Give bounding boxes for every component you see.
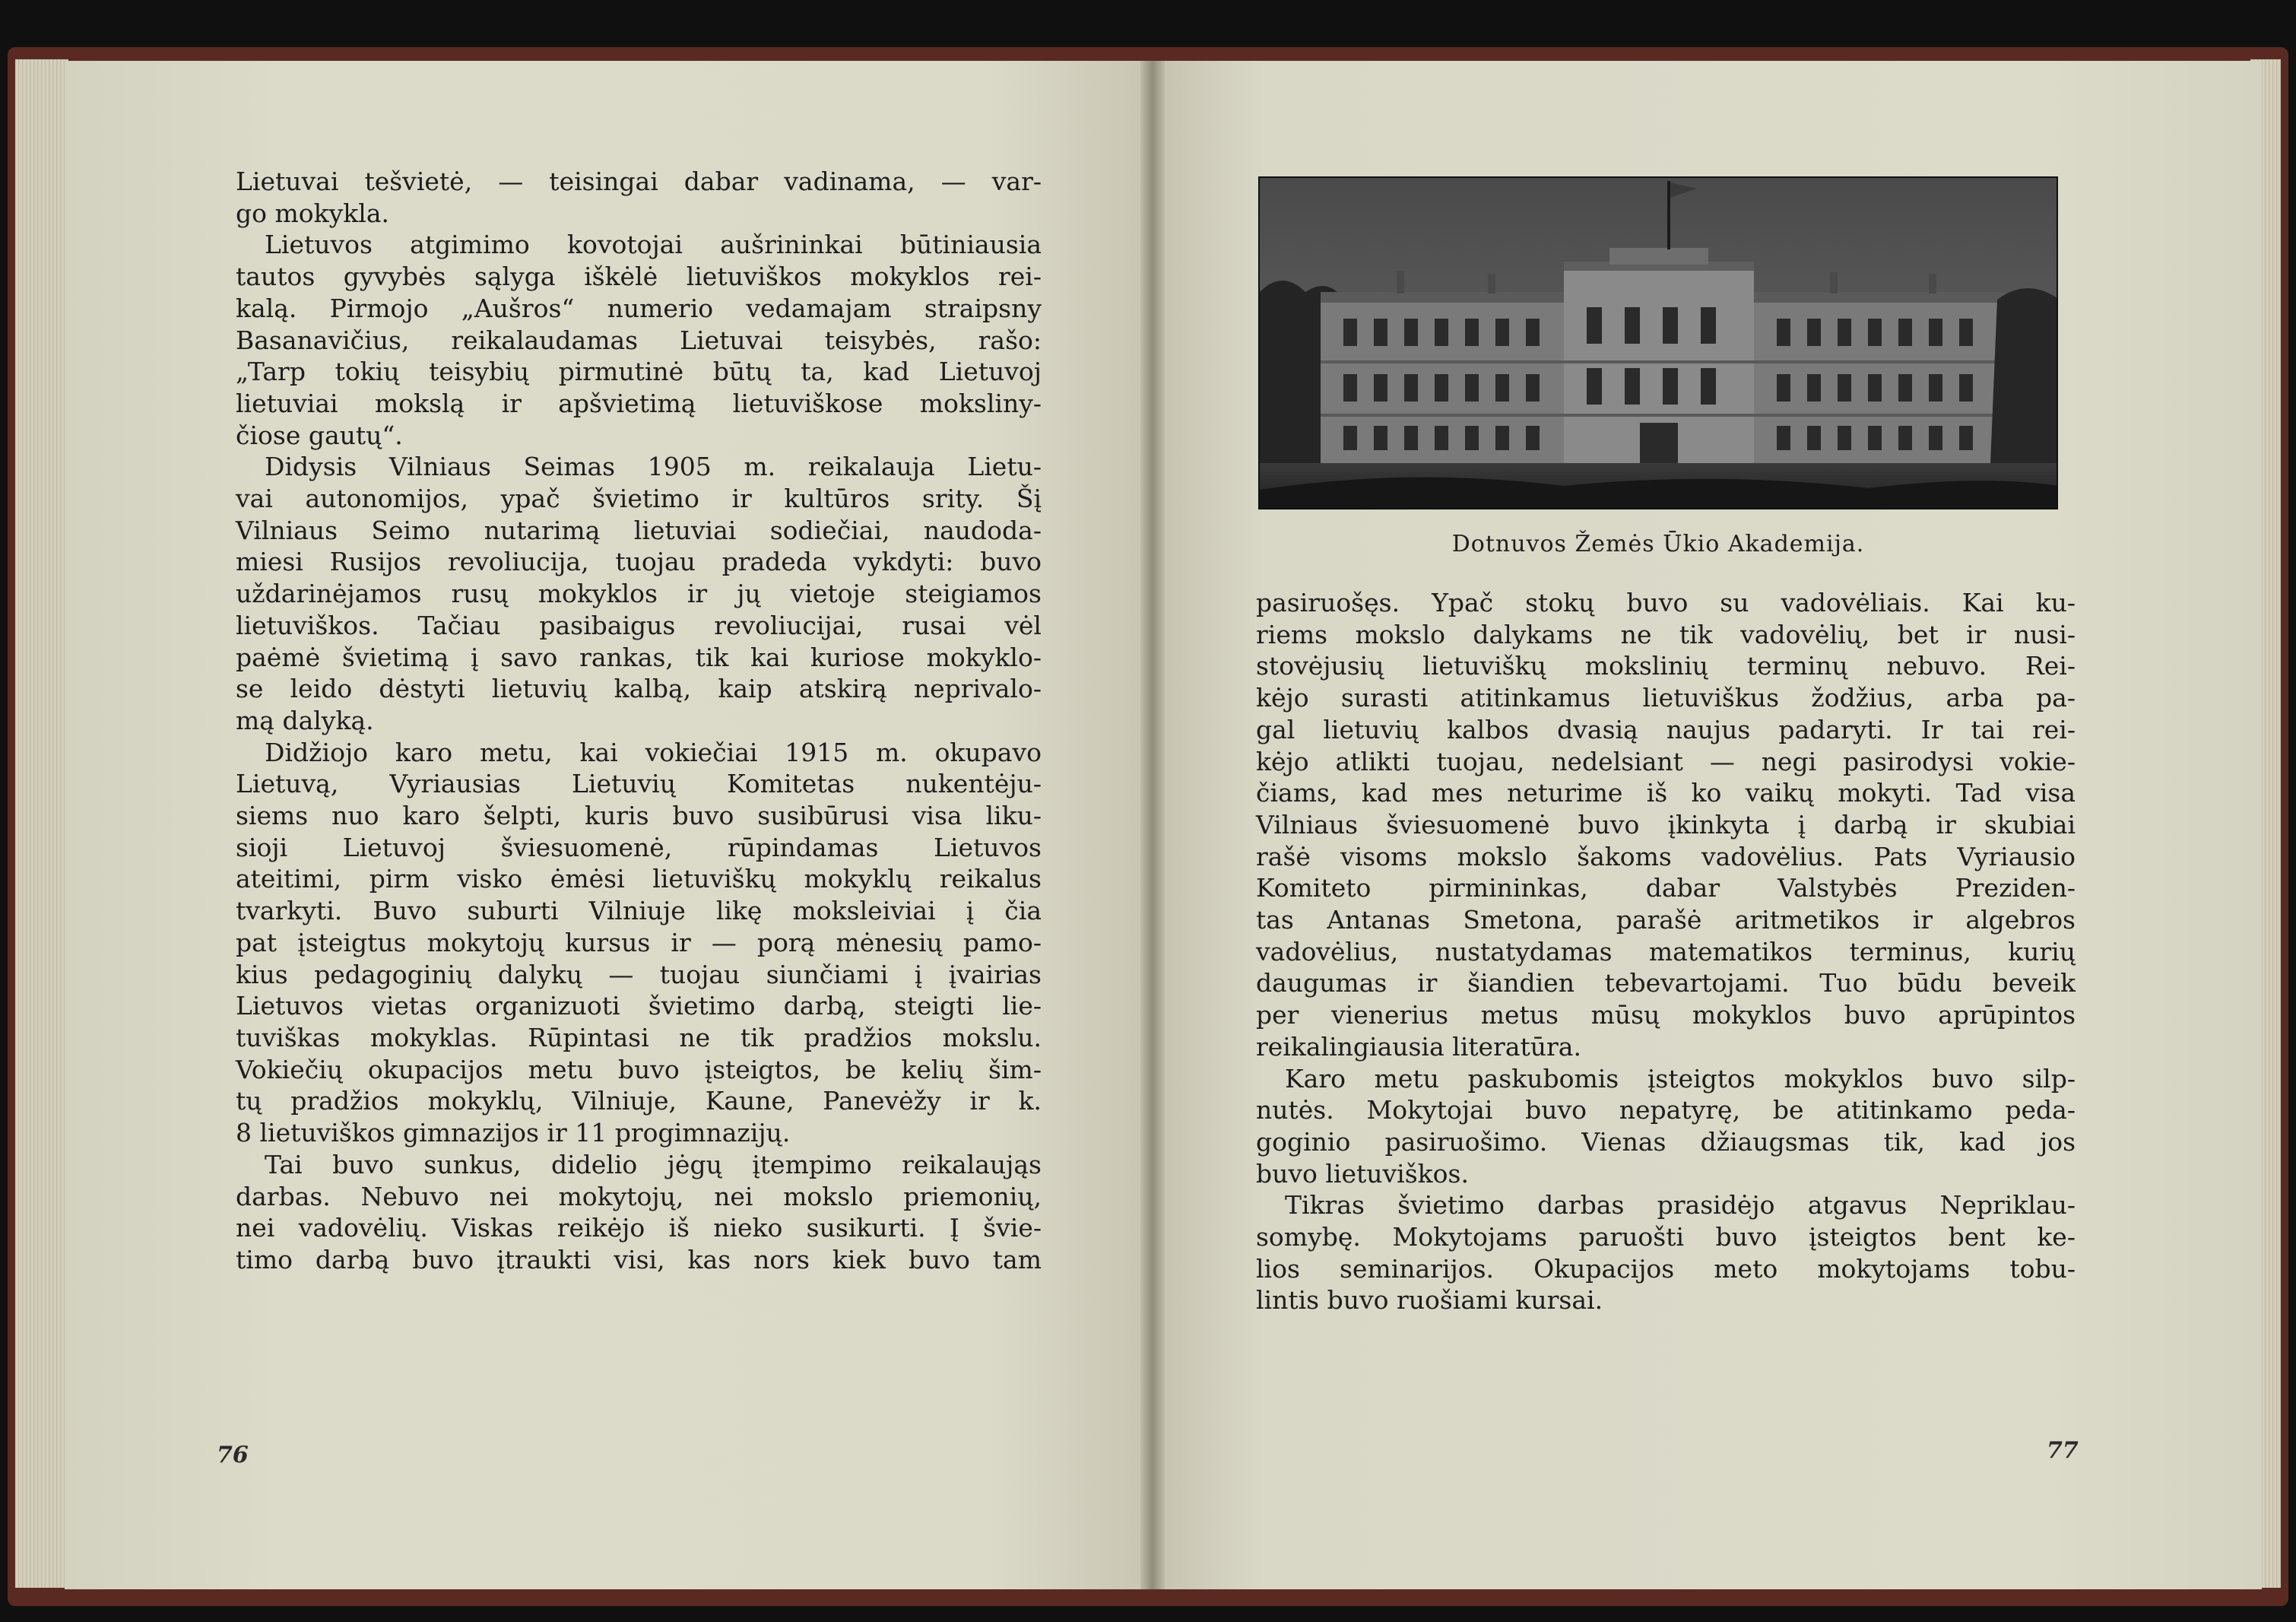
text-line: Komiteto pirmininkas, dabar Valstybės Preziden- <box>1256 873 2076 903</box>
text-line: darbas. Nebuvo nei mokytojų, nei mokslo priemonių, <box>236 1181 1042 1211</box>
text-line: riems mokslo dalykams ne tik vadovėlių, bet ir nusi- <box>1256 619 2076 649</box>
text-line: go mokykla. <box>236 198 389 228</box>
text-line: mą dalyką. <box>236 705 374 735</box>
text-line: čiams, kad mes neturime iš ko vaikų mokyti. Tad visa <box>1256 778 2076 808</box>
text-line: nutės. Mokytojai buvo nepatyrę, be atitinkamo peda- <box>1256 1095 2076 1125</box>
text-line: lintis buvo ruošiami kursai. <box>1256 1285 1603 1316</box>
text-line: paėmė švietimą į savo rankas, tik kai kuriose mokyklo- <box>236 642 1042 672</box>
text-line: kius pedagoginių dalykų — tuojau siunčiami į įvairias <box>236 959 1042 989</box>
text-line: Vokiečių okupacijos metu buvo įsteigtos, be kelių šim- <box>236 1054 1042 1084</box>
text-line: gal lietuvių kalbos dvasią naujus padaryti. Ir tai rei- <box>1256 714 2076 744</box>
text-line: tuviškas mokyklas. Rūpintasi ne tik pradžios mokslu. <box>236 1022 1042 1052</box>
text-line: siems nuo karo šelpti, kuris buvo susibūrusi visa liku- <box>236 801 1042 831</box>
text-line: Lietuvą, Vyriausias Lietuvių Komitetas nukentėju- <box>236 769 1042 799</box>
text-line: Didžiojo karo metu, kai vokiečiai 1915 m. okupavo <box>265 737 1042 767</box>
text-line: Vilniaus šviesuomenė buvo įkinkyta į darbą ir skubiai <box>1256 809 2076 840</box>
text-line: sioji Lietuvoj šviesuomenė, rūpindamas Lietuvos <box>236 832 1042 862</box>
left-page-text <box>236 166 1042 1276</box>
text-line: pasiruošęs. Ypač stokų buvo su vadovėliais. Kai ku- <box>1256 588 2076 617</box>
text-line: ateitimi, pirm visko ėmėsi lietuviškų mokyklų reikalus <box>236 864 1042 894</box>
text-line: tas Antanas Smetona, parašė aritmetikos ir algebros <box>1256 905 2076 935</box>
page-number-right: 77 <box>2047 1437 2079 1464</box>
page-number-left: 76 <box>217 1442 249 1468</box>
text-line: tautos gyvybės sąlyga iškėlė lietuviškos mokyklos rei- <box>236 262 1042 292</box>
text-line: Lietuvai tešvietė, — teisingai dabar vadinama, — var- <box>236 167 1042 196</box>
text-line: reikalingiausia literatūra. <box>1256 1031 1581 1062</box>
text-line: daugumas ir šiandien tebevartojami. Tuo būdu beveik <box>1256 968 2076 998</box>
text-line: somybę. Mokytojams paruošti buvo įsteigtos bent ke- <box>1256 1222 2076 1252</box>
right-page-text <box>1256 587 2076 1316</box>
text-line: Lietuvos vietas organizuoti švietimo darbą, steigti lie- <box>236 991 1042 1021</box>
text-line: rašė visoms mokslo šakoms vadovėlius. Pats Vyriausio <box>1256 841 2076 871</box>
text-line: goginio pasiruošimo. Vienas džiaugsmas tik, kad jos <box>1256 1126 2076 1157</box>
text-line: pat įsteigtus mokytojų kursus ir — porą mėnesių pamo- <box>236 927 1042 957</box>
photo-caption: Dotnuvos Žemės Ūkio Akademija. <box>1451 531 1865 557</box>
text-line: stovėjusių lietuviškų mokslinių terminų nebuvo. Rei- <box>1256 651 2076 681</box>
text-line: tvarkyti. Buvo suburti Vilniuje likę moksleiviai į čia <box>236 896 1042 926</box>
text-line: lietuviai mokslą ir apšvietimą lietuviškose moksliny- <box>236 388 1042 418</box>
text-line: Lietuvos atgimimo kovotojai aušrininkai būtiniausia <box>265 230 1042 260</box>
text-line: vai autonomijos, ypač švietimo ir kultūros srity. Šį <box>236 484 1042 514</box>
text-line: kėjo surasti atitinkamus lietuviškus žodžius, arba pa- <box>1256 683 2076 713</box>
text-line: kalą. Pirmojo „Aušros“ numerio vedamajam straipsny <box>236 293 1042 323</box>
text-line: čiose gautų“. <box>236 420 403 450</box>
text-line: timo darbą buvo įtraukti visi, kas nors kiek buvo tam <box>236 1244 1042 1274</box>
text-line: kėjo atlikti tuojau, nedelsiant — negi pasirodysi vokie- <box>1256 746 2076 776</box>
text-line: Tai buvo sunkus, didelio jėgų įtempimo reikalaująs <box>265 1149 1042 1179</box>
text-line: nei vadovėlių. Viskas reikėjo iš nieko susikurti. Į švie- <box>236 1213 1042 1243</box>
text-line: uždarinėjamos rusų mokyklos ir jų vietoje steigiamos <box>236 579 1042 609</box>
text-line: vadovėlius, nustatydamas matematikos terminus, kurių <box>1256 936 2076 967</box>
text-line: per vienerius metus mūsų mokyklos buvo aprūpintos <box>1256 1000 2076 1030</box>
text-line: buvo lietuviškos. <box>1256 1158 1469 1189</box>
text-line: se leido dėstyti lietuvių kalbą, kaip atskirą neprivalo- <box>236 674 1042 704</box>
text-line: Tikras švietimo darbas prasidėjo atgavus Nepriklau- <box>1285 1190 2076 1220</box>
text-line: Vilniaus Seimo nutarimą lietuviai sodiečiai, naudoda- <box>236 515 1042 545</box>
text-line: „Tarp tokių teisybių pirmutinė būtų ta, kad Lietuvoj <box>236 357 1042 387</box>
text-line: lietuviškos. Tačiau pasibaigus revoliucijai, rusai vėl <box>236 610 1042 640</box>
text-line: miesi Rusijos revoliucija, tuojau pradeda vykdyti: buvo <box>236 547 1042 577</box>
academy-building-photo <box>1258 176 2058 509</box>
book-gutter <box>1140 61 1165 1589</box>
text-line: lios seminarijos. Okupacijos meto mokytojams tobu- <box>1256 1253 2076 1284</box>
text-line: Karo metu paskubomis įsteigtos mokyklos buvo silp- <box>1285 1063 2076 1094</box>
text-line: Basanavičius, reikalaudamas Lietuvai teisybės, rašo: <box>236 325 1042 355</box>
text-line: Didysis Vilniaus Seimas 1905 m. reikalauja Lietu- <box>265 452 1042 482</box>
page-edges-left <box>15 59 68 1588</box>
text-line: 8 lietuviškos gimnazijos ir 11 progimnazijų. <box>236 1118 791 1148</box>
text-line: tų pradžios mokyklų, Vilniuje, Kaune, Panevėžy ir k. <box>236 1086 1042 1116</box>
